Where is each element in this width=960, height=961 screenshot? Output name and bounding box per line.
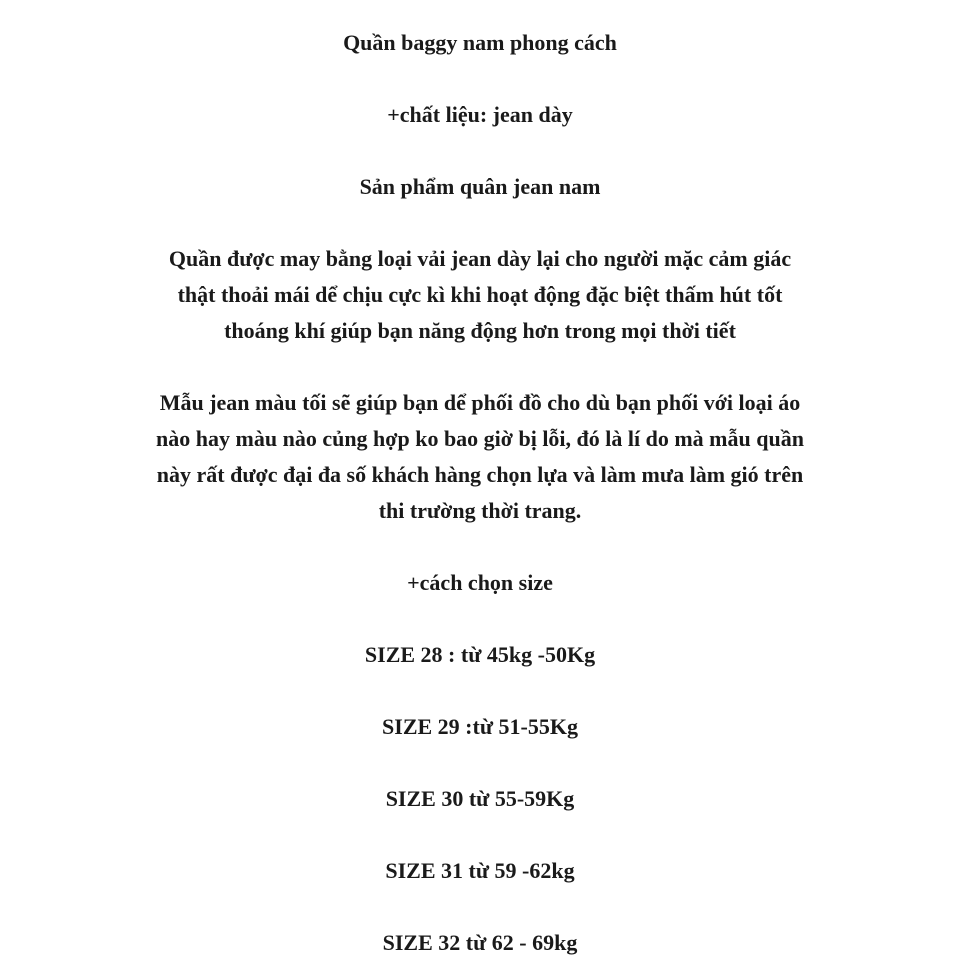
paragraph2-line: thi trường thời trang. — [378, 498, 582, 523]
paragraph2-line: nào hay màu nào củng hợp ko bao giờ bị lỗi, đó là lí do mà mẫu quần — [156, 426, 804, 451]
paragraph1-line: thoáng khí giúp bạn năng động hơn trong mọi thời tiết — [224, 318, 736, 343]
material-line: +chất liệu: jean dày — [387, 102, 573, 127]
paragraph2-line: Mẫu jean màu tối sẽ giúp bạn dể phối đồ cho dù bạn phối với loại áo — [159, 390, 801, 415]
product-heading: Sản phẩm quân jean nam — [359, 174, 601, 199]
paragraph2-line: này rất được đại đa số khách hàng chọn lựa và làm mưa làm gió trên — [156, 462, 804, 487]
size-item: SIZE 32 từ 62 - 69kg — [382, 930, 578, 955]
size-item: SIZE 28 : từ 45kg -50Kg — [364, 642, 596, 667]
size-heading: +cách chọn size — [407, 570, 553, 595]
size-item: SIZE 30 từ 55-59Kg — [385, 786, 575, 811]
paragraph1-line: thật thoải mái dể chịu cực kì khi hoạt động đặc biệt thấm hút tốt — [177, 282, 783, 307]
paragraph1-line: Quần được may bằng loại vải jean dày lại cho người mặc cảm giác — [168, 246, 792, 271]
size-item: SIZE 31 từ 59 -62kg — [385, 858, 575, 883]
product-title: Quần baggy nam phong cách — [343, 30, 617, 55]
size-item: SIZE 29 :từ 51-55Kg — [382, 714, 578, 739]
